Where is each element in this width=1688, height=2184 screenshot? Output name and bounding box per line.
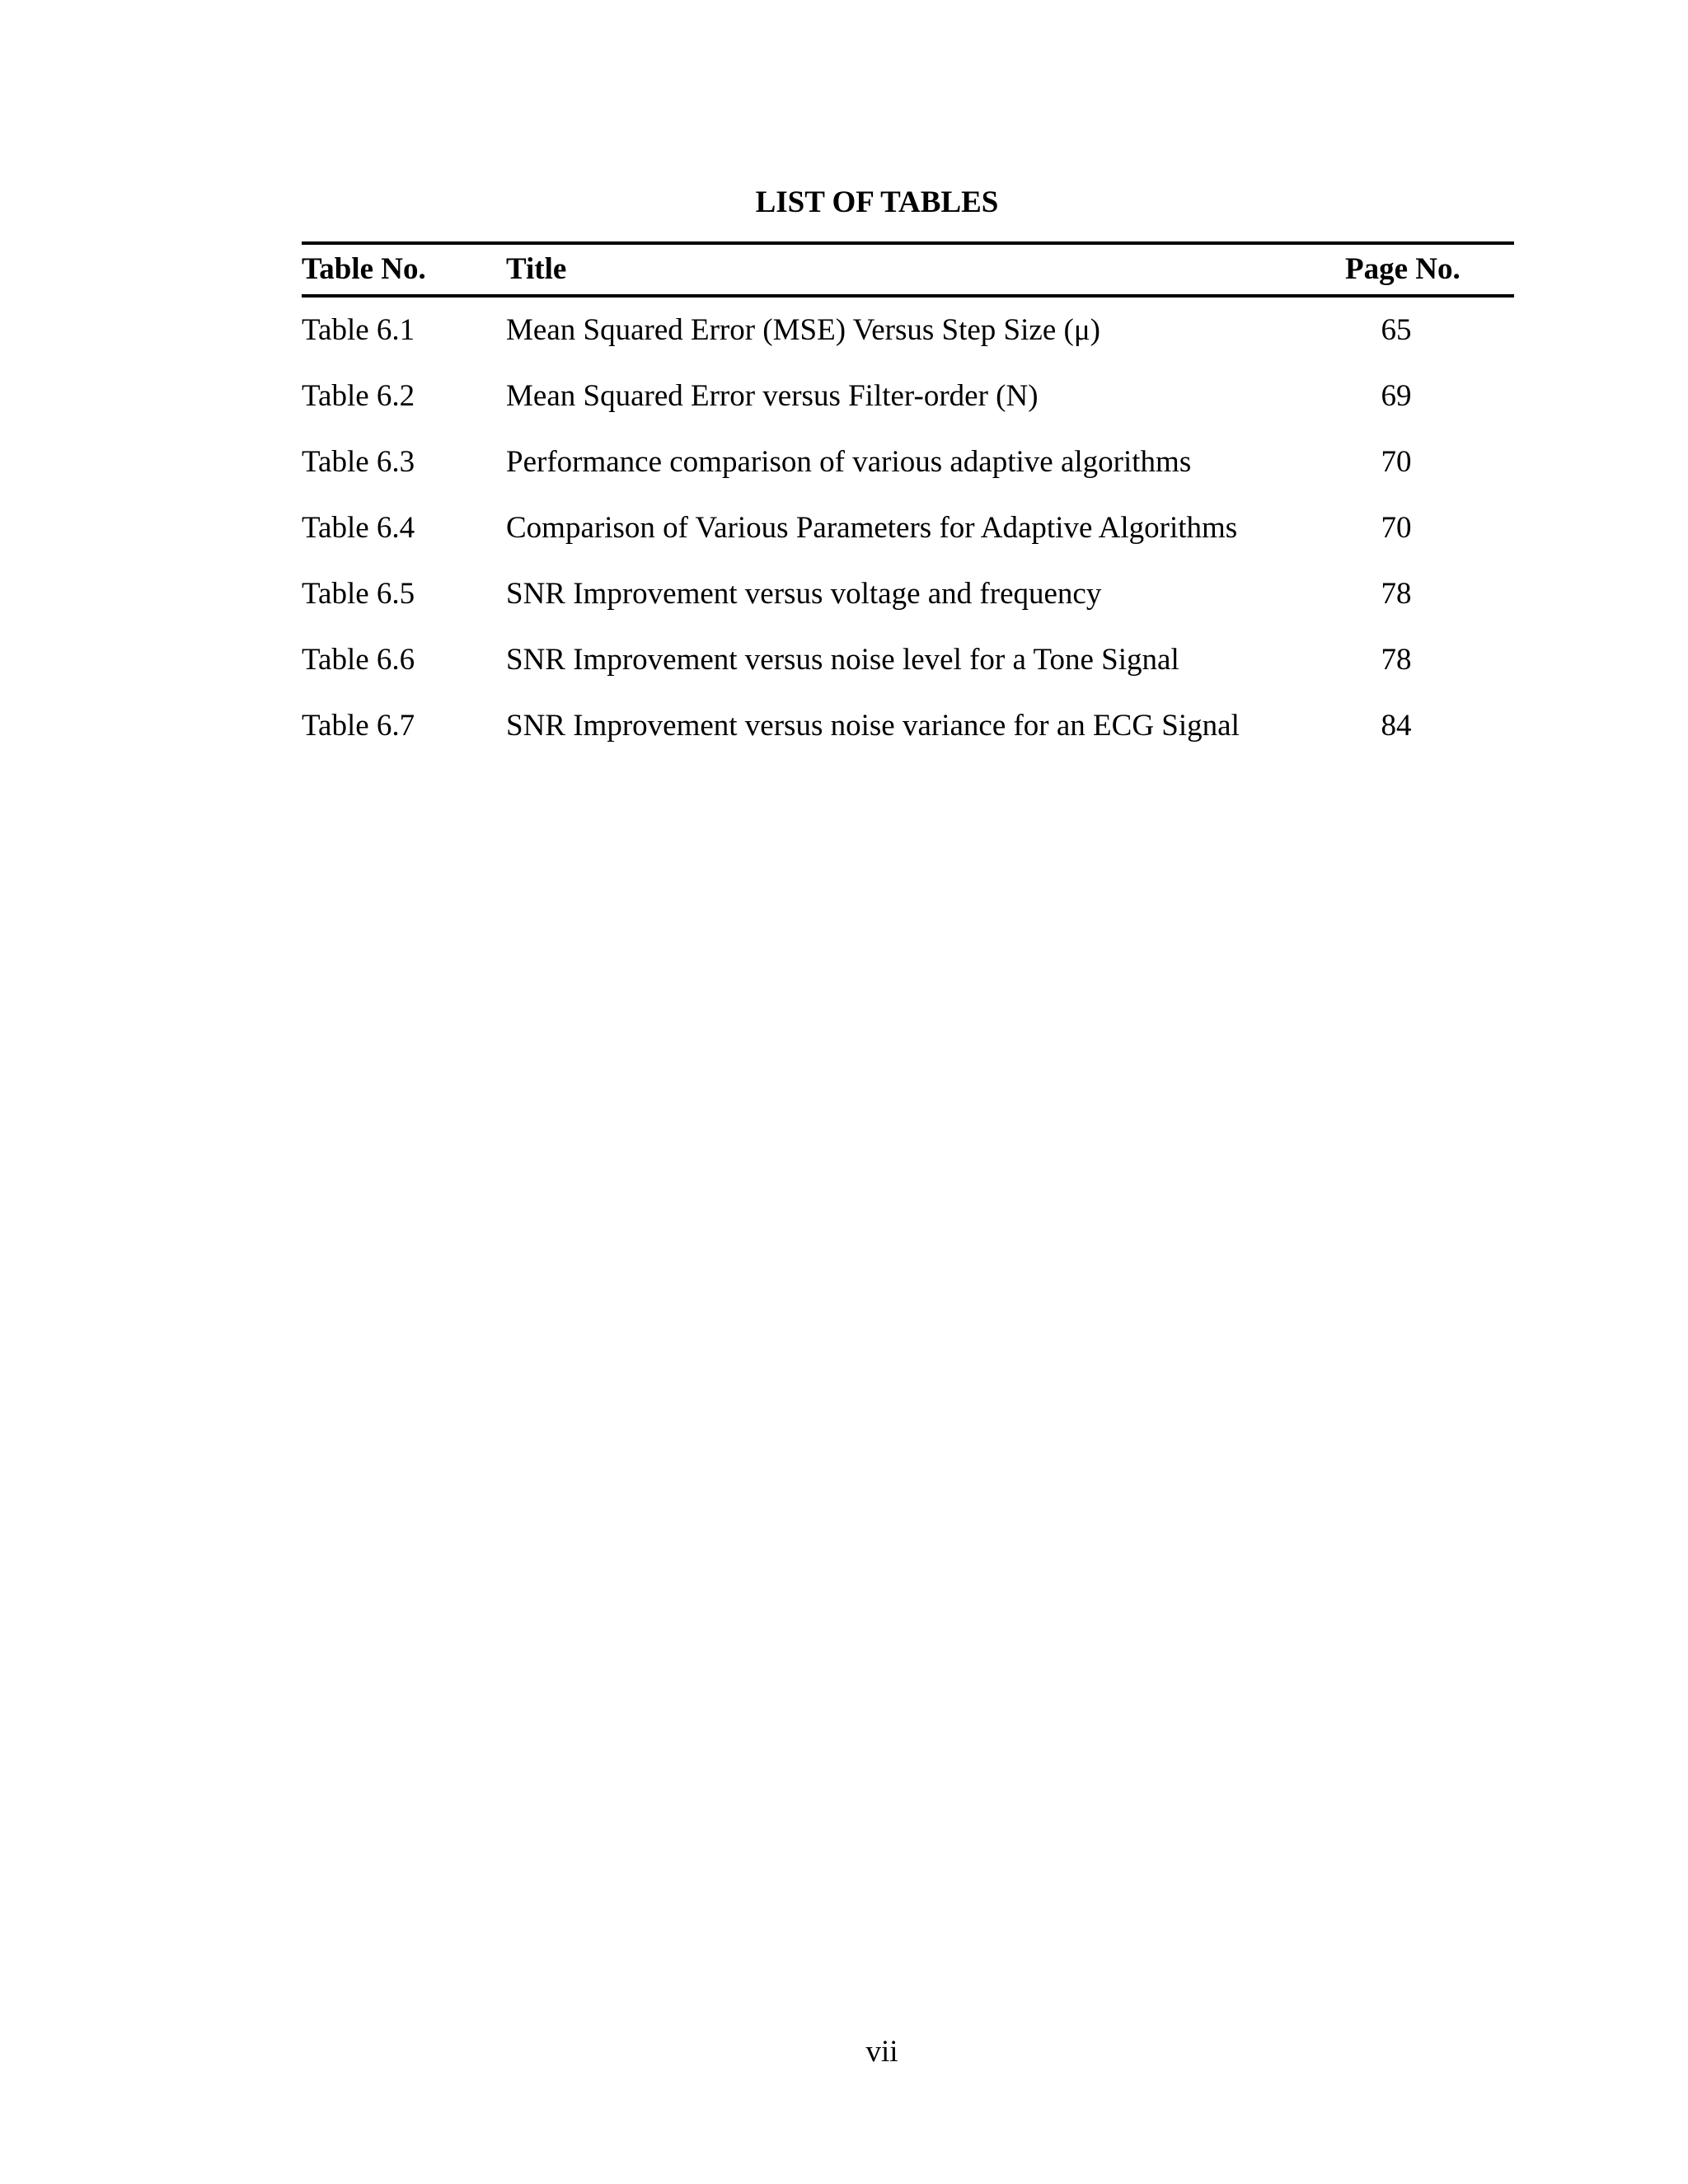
table-row[interactable] bbox=[302, 693, 1514, 759]
table-row[interactable] bbox=[302, 627, 1514, 693]
table-row[interactable] bbox=[302, 298, 1514, 363]
table-page-number: 78 bbox=[1381, 577, 1412, 611]
table-title: SNR Improvement versus noise variance for an ECG Signal bbox=[506, 709, 1240, 743]
table-number: Table 6.3 bbox=[302, 445, 415, 479]
table-page-number: 69 bbox=[1381, 379, 1412, 413]
table-header-row bbox=[302, 245, 1514, 294]
table-page-number: 70 bbox=[1381, 445, 1412, 479]
table-row[interactable] bbox=[302, 363, 1514, 429]
table-title: Performance comparison of various adaptive algorithms bbox=[506, 445, 1192, 479]
table-title: Comparison of Various Parameters for Adaptive Algorithms bbox=[506, 511, 1238, 545]
table-page-number: 65 bbox=[1381, 313, 1412, 347]
table-entries bbox=[302, 298, 1514, 759]
table-number: Table 6.4 bbox=[302, 511, 415, 545]
table-number: Table 6.6 bbox=[302, 643, 415, 677]
table-row[interactable] bbox=[302, 495, 1514, 561]
table-number: Table 6.2 bbox=[302, 379, 415, 413]
table-number: Table 6.5 bbox=[302, 577, 415, 611]
table-title: SNR Improvement versus voltage and frequency bbox=[506, 577, 1102, 611]
table-title: Mean Squared Error (MSE) Versus Step Size (μ) bbox=[506, 313, 1100, 347]
column-header-title: Title bbox=[506, 252, 567, 286]
page-number: vii bbox=[865, 2035, 898, 2069]
column-header-table-no: Table No. bbox=[302, 252, 426, 286]
table-title: SNR Improvement versus noise level for a Tone Signal bbox=[506, 643, 1179, 677]
table-title: Mean Squared Error versus Filter-order (N) bbox=[506, 379, 1039, 413]
table-number: Table 6.1 bbox=[302, 313, 415, 347]
table-row[interactable] bbox=[302, 429, 1514, 495]
table-page-number: 78 bbox=[1381, 643, 1412, 677]
table-row[interactable] bbox=[302, 561, 1514, 627]
page-title: LIST OF TABLES bbox=[755, 185, 999, 219]
table-page-number: 84 bbox=[1381, 709, 1412, 743]
list-of-tables bbox=[302, 241, 1514, 759]
column-header-page-no: Page No. bbox=[1345, 252, 1461, 286]
table-page-number: 70 bbox=[1381, 511, 1412, 545]
table-number: Table 6.7 bbox=[302, 709, 415, 743]
